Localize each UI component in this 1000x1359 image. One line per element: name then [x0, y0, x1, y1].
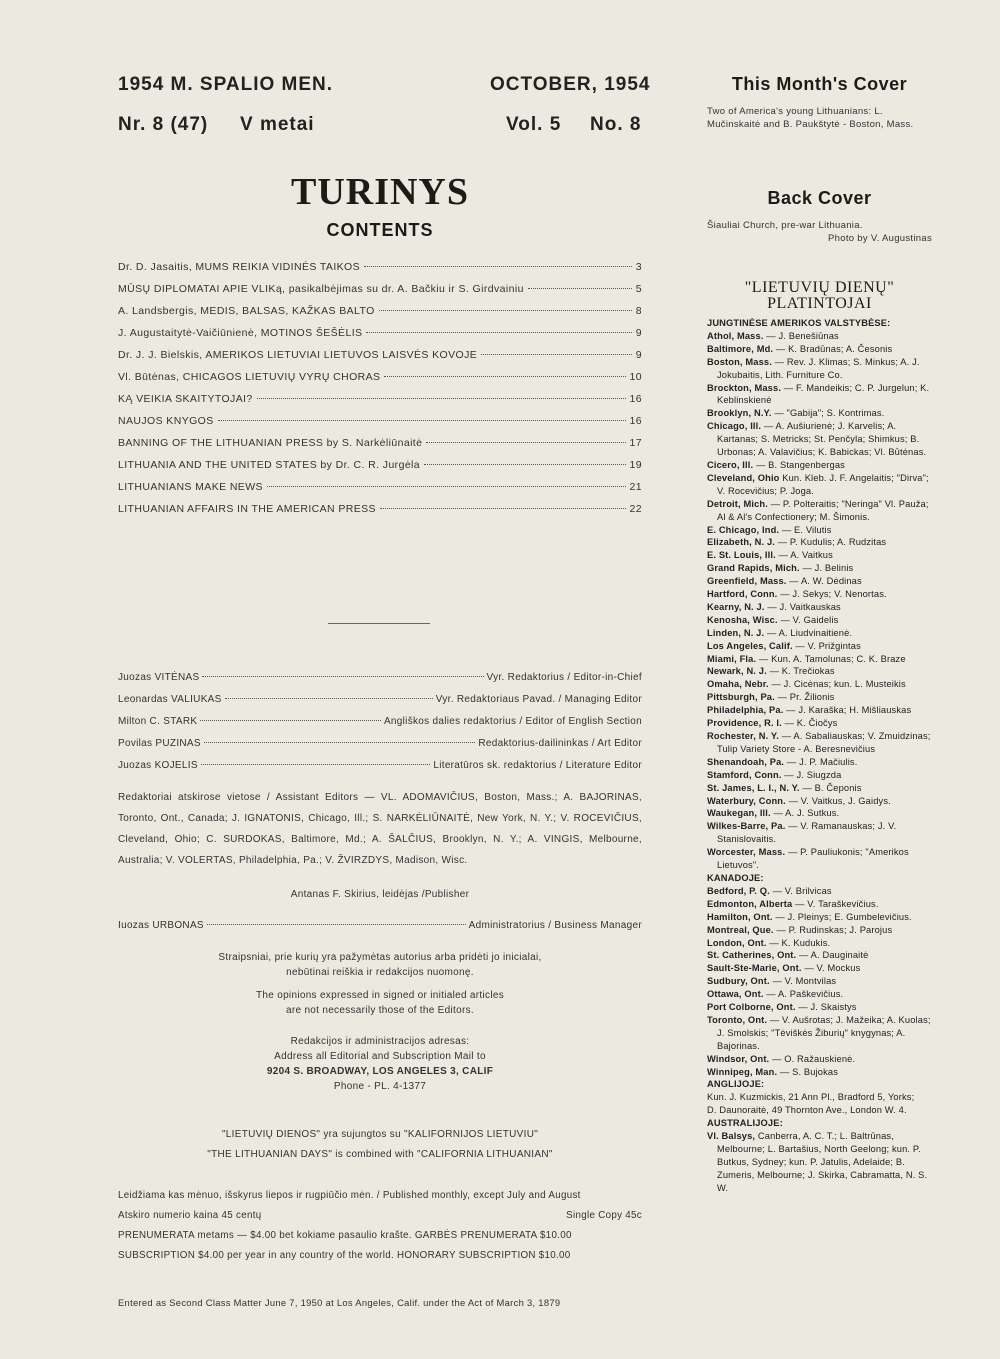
toc-item[interactable] — [118, 349, 642, 365]
distributor-entry — [707, 807, 932, 820]
distributor-entry — [707, 601, 932, 614]
distributor-names: — A. J. Sutkus. — [773, 808, 840, 819]
distributor-names: — V. Mockus — [804, 963, 861, 974]
distributor-place: Omaha, Nebr. — [707, 679, 772, 690]
distributor-place: Bedford, P. Q. — [707, 885, 773, 896]
merge-notice — [118, 1125, 642, 1165]
distributor-entry — [707, 846, 932, 872]
address-block — [118, 1034, 642, 1094]
distributor-entry — [707, 653, 932, 666]
distributor-place: Cicero, Ill. — [707, 459, 756, 470]
address-label-lt: Redakcijos ir administracijos adresas: — [290, 1036, 470, 1047]
distributor-names: — V. Vaitkus, J. Gaidys. — [788, 795, 891, 806]
distributor-place: St. James, L. I., N. Y. — [707, 782, 803, 793]
distributor-place: Winnipeg, Man. — [707, 1066, 780, 1077]
distributor-entry — [707, 1104, 932, 1117]
distributor-entry — [707, 795, 932, 808]
distributor-place: E. St. Louis, Ill. — [707, 550, 779, 561]
toc-item-title: BANNING OF THE LITHUANIAN PRESS by S. Narkėliūnaitė — [118, 437, 423, 449]
distributor-place: Athol, Mass. — [707, 330, 767, 341]
distributor-names: — B. Stangenbergas — [755, 459, 845, 470]
distributor-names: — V. Ramanauskas; J. V. Stanislovaitis. — [717, 821, 897, 845]
distributor-entry — [707, 562, 932, 575]
distributor-entry — [707, 472, 932, 498]
distributor-place: Sault-Ste-Marie, Ont. — [707, 963, 805, 974]
distributor-entry — [707, 1001, 932, 1014]
distributor-place: Wilkes-Barre, Pa. — [707, 821, 789, 832]
distributor-names: — V. Taraškevičius. — [795, 898, 879, 909]
toc-item-title: Vl. Būtėnas, CHICAGOS LIETUVIŲ VYRŲ CHORAS — [118, 371, 381, 383]
distributor-place: Pittsburgh, Pa. — [707, 692, 778, 703]
distributor-names: — P. Kudulis; A. Rudzitas — [777, 537, 887, 548]
distributor-names: — K. Čiočys — [784, 718, 838, 729]
distributor-entry — [707, 704, 932, 717]
toc-item[interactable] — [118, 371, 642, 387]
toc-item-title: Dr. J. J. Bielskis, AMERIKOS LIETUVIAI LIETUVOS LAISVĖS KOVOJE — [118, 349, 478, 361]
subscription-en: SUBSCRIPTION $4.00 per year in any country of the world. HONORARY SUBSCRIPTION $10.00 — [118, 1250, 571, 1261]
distributor-entry — [707, 756, 932, 769]
toc-item-title: MŪSŲ DIPLOMATAI APIE VLIKą, pasikalbėjimas su dr. A. Bačkiu ir S. Girdvainiu — [118, 283, 524, 295]
distributor-names: — J. Pleinys; E. Gumbelevičius. — [775, 911, 912, 922]
distributor-entry — [707, 356, 932, 382]
distributor-entry — [707, 1053, 932, 1066]
staff-role: Vyr. Redaktorius / Editor-in-Chief — [486, 672, 642, 683]
distributor-entry — [707, 420, 932, 459]
toc-item[interactable] — [118, 503, 642, 519]
distributor-place: Waterbury, Conn. — [707, 795, 789, 806]
distributor-entry — [707, 937, 932, 950]
distributor-place: Rochester, N. Y. — [707, 731, 782, 741]
toc-item[interactable] — [118, 481, 642, 497]
staff-role: Literatūros sk. redaktorius / Literature Editor — [433, 760, 642, 771]
leader-dots — [424, 464, 625, 465]
distributor-names: — Rev. J. Klimas; S. Minkus; A. J. Jokubaitis, Lith. Furniture Co. — [717, 356, 920, 380]
distributor-names: — K. Kudukis. — [769, 937, 831, 948]
distributor-place: London, Ont. — [707, 937, 770, 948]
disclaimer-lt — [118, 950, 642, 980]
distributor-place: Shenandoah, Pa. — [707, 756, 787, 767]
distributor-names: — V. Gaidelis — [780, 614, 839, 625]
distributor-entry — [707, 536, 932, 549]
toc-item-title: KĄ VEIKIA SKAITYTOJAI? — [118, 393, 253, 405]
distributor-names: — K. Trečiokas — [769, 666, 835, 677]
distributor-region-heading: JUNGTINĖSE AMERIKOS VALSTYBĖSE: — [707, 318, 891, 328]
distributor-names: — P. Polteraitis; "Neringa" Vl. Pauža; Al & Al's Confectionery; M. Šimonis. — [717, 498, 929, 522]
assistant-editors: Redaktoriai atskirose vietose / Assistant Editors — VL. ADOMAVIČIUS, Boston, Mass.; A. BAJORINAS, Toronto, Ont., Canada; J. IGNATONIS, Chicago, Ill.; S. NARKĖLIŪNAITĖ, New York, N. Y.; V. ROCEVIČIUS, Cleveland, Ohio; C. SURDOKAS, Baltimore, Md.; A. ŠALČIUS, Brooklyn, N. Y.; A. VINGIS, Melbourne, Australia; V. VOLERTAS, Philadelphia, Pa.; V. ŽVIRZDYS, Madison, Wisc. — [118, 792, 642, 866]
merge-notice-en: "THE LITHUANIAN DAYS" is combined with "CALIFORNIA LITHUANIAN" — [207, 1149, 553, 1160]
distributor-entry — [707, 382, 932, 408]
toc-item-title: A. Landsbergis, MEDIS, BALSAS, KAŽKAS BALTO — [118, 305, 375, 317]
distributor-place: Port Colborne, Ont. — [707, 1002, 799, 1013]
distributor-names: — J. P. Mačiulis. — [786, 756, 858, 767]
distributor-names: — J. Skaistys — [798, 1002, 857, 1013]
leader-dots — [528, 288, 632, 289]
distributor-entry — [707, 1014, 932, 1053]
leader-dots — [267, 486, 626, 487]
leader-dots — [200, 720, 381, 721]
leader-dots — [481, 354, 632, 355]
staff-name: Juozas VITĖNAS — [118, 672, 200, 683]
toc-item-title: LITHUANIANS MAKE NEWS — [118, 481, 263, 493]
toc-item-page: 10 — [629, 371, 642, 383]
disclaimer-lt-line: Straipsniai, prie kurių yra pažymėtas autorius arba pridėti jo inicialai, — [218, 952, 542, 963]
toc-item-title: LITHUANIA AND THE UNITED STATES by Dr. C. R. Jurgėla — [118, 459, 421, 471]
distributor-place: Kenosha, Wisc. — [707, 614, 781, 625]
distributor-place: Vl. Balsys, — [707, 1131, 758, 1142]
distributor-names: — "Gabija"; S. Kontrimas. — [774, 408, 885, 419]
address-phone: Phone - PL. 4-1377 — [333, 1081, 427, 1092]
distributor-entry — [707, 975, 932, 988]
distributor-entry — [707, 691, 932, 704]
staff-row — [118, 672, 642, 687]
distributors-title — [707, 280, 932, 312]
toc-item-page: 8 — [635, 305, 642, 317]
distributors-list — [707, 317, 932, 1195]
leader-dots — [218, 420, 626, 421]
distributor-place: Toronto, Ont. — [707, 1014, 770, 1025]
distributor-names: — A. W. Dėdinas — [789, 576, 862, 587]
toc-item[interactable] — [118, 283, 642, 299]
distributor-place: Kearny, N. J. — [707, 601, 768, 612]
distributor-entry — [707, 820, 932, 846]
disclaimer-lt-line: nebūtinai reiškia ir redakcijos nuomonę. — [286, 967, 474, 978]
distributor-place: Hartford, Conn. — [707, 589, 781, 600]
price-lt: Atskiro numerio kaina 45 centų — [118, 1210, 262, 1221]
distributor-place: Miami, Fla. — [707, 653, 759, 664]
disclaimer-en-line: The opinions expressed in signed or initialed articles — [256, 990, 504, 1001]
distributor-place: Providence, R. I. — [707, 718, 785, 729]
distributor-names: — A. Vaitkus — [778, 550, 833, 561]
distributor-place: Montreal, Que. — [707, 924, 777, 935]
distributor-place: Waukegan, Ill. — [707, 808, 774, 819]
toc-item-page: 3 — [635, 261, 642, 273]
leader-dots — [379, 310, 632, 311]
address-street: 9204 S. BROADWAY, LOS ANGELES 3, CALIF — [266, 1066, 494, 1077]
number-en: No. 8 — [590, 114, 642, 135]
distributor-names: — J. Benešiūnas — [766, 330, 839, 341]
distributor-entry — [707, 988, 932, 1001]
distributor-names: — J. Siugzda — [784, 769, 842, 780]
toc-item[interactable] — [118, 261, 642, 277]
back-cover-description — [707, 220, 932, 245]
distributor-names: D. Daunoraitė, 49 Thornton Ave., London W. 4. — [707, 1105, 907, 1116]
distributor-entry — [707, 588, 932, 601]
issue-date-lt: 1954 M. SPALIO MEN. — [118, 74, 334, 95]
distributor-names: — J. Cicėnas; kun. L. Musteikis — [771, 679, 906, 690]
distributor-names: — A. Liudvinaitienė. — [766, 627, 853, 638]
distributor-names: Canberra, A. C. T.; L. Baltrūnas, Melbourne; L. Bartašius, North Geelong; kun. P. Butkus, Sydney; kun. P. Jatulis, Adelaide; B. Zumeris, Melbourne; J. Skirka, Cabramatta, N. S. W. — [717, 1131, 928, 1193]
distributor-entry — [707, 459, 932, 472]
distributor-entry — [707, 575, 932, 588]
distributor-names: — V. Montvilas — [772, 976, 837, 987]
subscription-block — [118, 1186, 642, 1266]
leader-dots — [384, 376, 625, 377]
staff-name: Milton C. STARK — [118, 716, 198, 727]
staff-role: Administratorius / Business Manager — [468, 920, 642, 931]
distributor-entry — [707, 614, 932, 627]
issue-year-lt: V metai — [240, 114, 315, 135]
distributor-place: Ottawa, Ont. — [707, 989, 767, 1000]
issue-date-en: OCTOBER, 1954 — [490, 74, 651, 95]
leader-dots — [204, 742, 475, 743]
distributor-names: — K. Bradūnas; A. Česonis — [775, 343, 893, 354]
distributor-place: Newark, N. J. — [707, 666, 770, 677]
toc-item-page: 21 — [629, 481, 642, 493]
toc-item[interactable] — [118, 437, 642, 453]
issue-number-lt: Nr. 8 (47) — [118, 114, 209, 135]
back-cover-text: Šiauliai Church, pre-war Lithuania. — [707, 220, 863, 231]
staff-name: Leonardas VALIUKAS — [118, 694, 222, 705]
address-label-en: Address all Editorial and Subscription Mail to — [274, 1051, 486, 1062]
toc-item-page: 16 — [629, 415, 642, 427]
subscription-lt: PRENUMERATA metams — $4.00 bet kokiame pasaulio krašte. GARBĖS PRENUMERATA $10.00 — [118, 1230, 572, 1241]
distributor-names: — E. Vilutis — [781, 524, 832, 535]
leader-dots — [201, 764, 431, 765]
disclaimer-en — [118, 988, 642, 1018]
distributor-names: — J. Belinis — [802, 563, 854, 574]
distributor-entry — [707, 549, 932, 562]
staff-name: Povilas PUZINAS — [118, 738, 201, 749]
distributor-entry — [707, 640, 932, 653]
toc-item-page: 17 — [629, 437, 642, 449]
staff-name: Juozas KOJELIS — [118, 760, 198, 771]
distributor-place: Brooklyn, N.Y. — [707, 408, 775, 419]
toc-item-page: 22 — [629, 503, 642, 515]
page-subtitle: CONTENTS — [326, 220, 434, 240]
distributor-entry — [707, 627, 932, 640]
leader-dots — [364, 266, 632, 267]
distributor-entry — [707, 524, 932, 537]
leader-dots — [207, 924, 466, 925]
staff-row — [118, 694, 642, 709]
toc-item-page: 5 — [635, 283, 642, 295]
distributor-region-heading: AUSTRALIJOJE: — [707, 1118, 783, 1129]
distributor-place: Edmonton, Alberta — [707, 898, 796, 909]
distributor-place: Worcester, Mass. — [707, 847, 788, 858]
distributor-place: Elizabeth, N. J. — [707, 537, 778, 548]
distributor-place: Chicago, Ill. — [707, 421, 764, 432]
distributor-entry — [707, 330, 932, 343]
publisher-line: Antanas F. Skirius, leidėjas /Publisher — [290, 889, 470, 900]
toc-item[interactable] — [118, 415, 642, 431]
distributor-entry — [707, 498, 932, 524]
distributor-place: Baltimore, Md. — [707, 343, 776, 354]
distributor-entry — [707, 1066, 932, 1079]
distributor-entry — [707, 730, 932, 756]
distributor-place: St. Catherines, Ont. — [707, 950, 800, 961]
distributor-region-heading: KANADOJE: — [707, 872, 764, 883]
distributor-entry — [707, 717, 932, 730]
back-cover-credit: Photo by V. Augustinas — [828, 232, 932, 244]
toc-item-title: LITHUANIAN AFFAIRS IN THE AMERICAN PRESS — [118, 503, 376, 515]
distributor-entry — [707, 885, 932, 898]
cover-title: This Month's Cover — [731, 74, 908, 94]
distributor-place: Linden, N. J. — [707, 627, 767, 638]
distributor-names: — V. Prižgintas — [795, 640, 861, 651]
distributor-place: Brockton, Mass. — [707, 382, 784, 393]
distributor-names: — J. Sekys; V. Nenortas. — [780, 589, 887, 600]
distributor-names: — Kun. A. Tamolunas; C. K. Braze — [758, 653, 906, 664]
disclaimer-en-line: are not necessarily those of the Editors. — [286, 1005, 474, 1016]
distributor-place: Hamilton, Ont. — [707, 911, 776, 922]
section-divider — [328, 623, 430, 624]
leader-dots — [257, 398, 626, 399]
toc-item-page: 9 — [635, 349, 642, 361]
toc-item-title: Dr. D. Jasaitis, MUMS REIKIA VIDINĖS TAIKOS — [118, 261, 361, 273]
staff-row — [118, 738, 642, 753]
distributor-entry — [707, 949, 932, 962]
distributor-names: — A. Sabaliauskas; V. Zmuidzinas; Tulip Variety Store - A. Beresnevičius — [717, 731, 931, 754]
distributor-region-heading: ANGLIJOJE: — [707, 1079, 765, 1090]
distributor-names: — S. Bujokas — [779, 1066, 839, 1077]
staff-role: Vyr. Redaktoriaus Pavad. / Managing Editor — [435, 694, 642, 705]
staff-role: Angliškos dalies redaktorius / Editor of English Section — [383, 716, 642, 727]
distributor-place: Windsor, Ont. — [707, 1053, 773, 1064]
toc-item[interactable] — [118, 305, 642, 321]
distributor-place: Boston, Mass. — [707, 356, 775, 367]
toc-item-page: 9 — [635, 327, 642, 339]
distributor-entry — [707, 1091, 932, 1104]
leader-dots — [366, 332, 631, 333]
distributor-names: — F. Mandeikis; C. P. Jurgelun; K. Keblinskienė — [717, 382, 930, 406]
distributor-names: Kun. J. Kuzmickis, 21 Ann Pl., Bradford 5, Yorks; — [707, 1092, 915, 1103]
distributor-entry — [707, 1130, 932, 1195]
leader-dots — [426, 442, 625, 443]
toc-item[interactable] — [118, 327, 642, 343]
distributor-place: E. Chicago, Ind. — [707, 524, 782, 535]
distributor-entry — [707, 678, 932, 691]
back-cover-title: Back Cover — [767, 188, 872, 208]
staff-row — [118, 716, 642, 731]
distributors-title-line: "LIETUVIŲ DIENŲ" — [744, 279, 895, 296]
staff-role: Redaktorius-dailininkas / Art Editor — [478, 738, 642, 749]
distributors-title-line: PLATINTOJAI — [767, 295, 872, 312]
distributor-entry — [707, 924, 932, 937]
staff-name: Iuozas URBONAS — [118, 920, 204, 931]
distributor-place: Los Angeles, Calif. — [707, 640, 796, 651]
distributor-entry — [707, 665, 932, 678]
distributor-entry — [707, 343, 932, 356]
distributor-entry — [707, 407, 932, 420]
cover-description: Two of America's young Lithuanians: L. Mučinskaitė and B. Paukštytė - Boston, Mass. — [707, 106, 914, 130]
leader-dots — [380, 508, 626, 509]
distributor-entry — [707, 898, 932, 911]
staff-row — [118, 760, 642, 775]
distributor-entry — [707, 962, 932, 975]
toc-item[interactable] — [118, 393, 642, 409]
distributor-names: — A. Aušiurienė; J. Karvelis; A. Kartanas; S. Metricks; St. Penčyla; Shimkus; B. Urbonas; A. Valavičius; K. Babickas; Vl. Būtėnas. — [717, 421, 927, 458]
price-line — [118, 1206, 642, 1226]
distributor-names: — Pr. Žilionis — [777, 692, 835, 703]
leader-dots — [202, 676, 483, 677]
distributor-place: Greenfield, Mass. — [707, 576, 790, 587]
distributor-place: Philadelphia, Pa. — [707, 705, 787, 716]
toc-item[interactable] — [118, 459, 642, 475]
price-en: Single Copy 45c — [566, 1210, 642, 1221]
distributor-names: — B. Čeponis — [802, 782, 862, 793]
volume-en: Vol. 5 — [506, 114, 562, 135]
distributor-place: Stamford, Conn. — [707, 769, 785, 780]
distributor-names: — A. Paškevičius. — [766, 989, 844, 1000]
toc-item-page: 19 — [629, 459, 642, 471]
distributor-names: — V. Brilvicas — [772, 885, 832, 896]
distributor-place: Sudbury, Ont. — [707, 976, 773, 987]
distributor-place: Detroit, Mich. — [707, 498, 771, 509]
distributor-names: — V. Aušrotas; J. Mažeika; A. Kuolas; J. Smolskis; "Tėviškės Žiburių" knygynas; A. Bajorinas. — [717, 1014, 931, 1051]
distributor-names: — J. Karaška; H. Mišliauskas — [786, 705, 912, 716]
publication-frequency: Leidžiama kas mėnuo, išskyrus liepos ir rugpiūčio mėn. / Published monthly, except July and August — [118, 1190, 581, 1201]
toc-item-title: NAUJOS KNYGOS — [118, 415, 214, 427]
distributor-names: — A. Dauginaitė — [799, 950, 869, 961]
distributor-names: — J. Vaitkauskas — [767, 601, 841, 612]
distributor-entry — [707, 769, 932, 782]
postal-entry-notice: Entered as Second Class Matter June 7, 1950 at Los Angeles, Calif. under the Act of March 3, 1879 — [118, 1297, 561, 1308]
distributor-names: — P. Pauliukonis; "Amerikos Lietuvos". — [717, 847, 909, 871]
toc-item-title: J. Augustaitytė-Vaičiūnienė, MOTINOS ŠEŠĖLIS — [118, 327, 363, 339]
distributor-place: Grand Rapids, Mich. — [707, 563, 803, 574]
distributor-entry — [707, 911, 932, 924]
distributor-names: Kun. Kleb. J. F. Angelaitis; "Dirva"; V. Rocevičius; P. Joga. — [717, 472, 929, 496]
distributor-names: — P. Rudinskas; J. Parojus — [776, 924, 893, 935]
distributor-names: — O. Ražauskienė. — [772, 1053, 856, 1064]
merge-notice-lt: "LIETUVIŲ DIENOS" yra sujungtos su "KALIFORNIJOS LIETUVIU" — [221, 1129, 539, 1140]
distributor-place: Cleveland, Ohio — [707, 472, 783, 483]
distributor-entry — [707, 782, 932, 795]
toc-item-page: 16 — [629, 393, 642, 405]
page-title: TURINYS — [290, 171, 470, 213]
leader-dots — [225, 698, 433, 699]
business-manager-row — [118, 920, 642, 935]
